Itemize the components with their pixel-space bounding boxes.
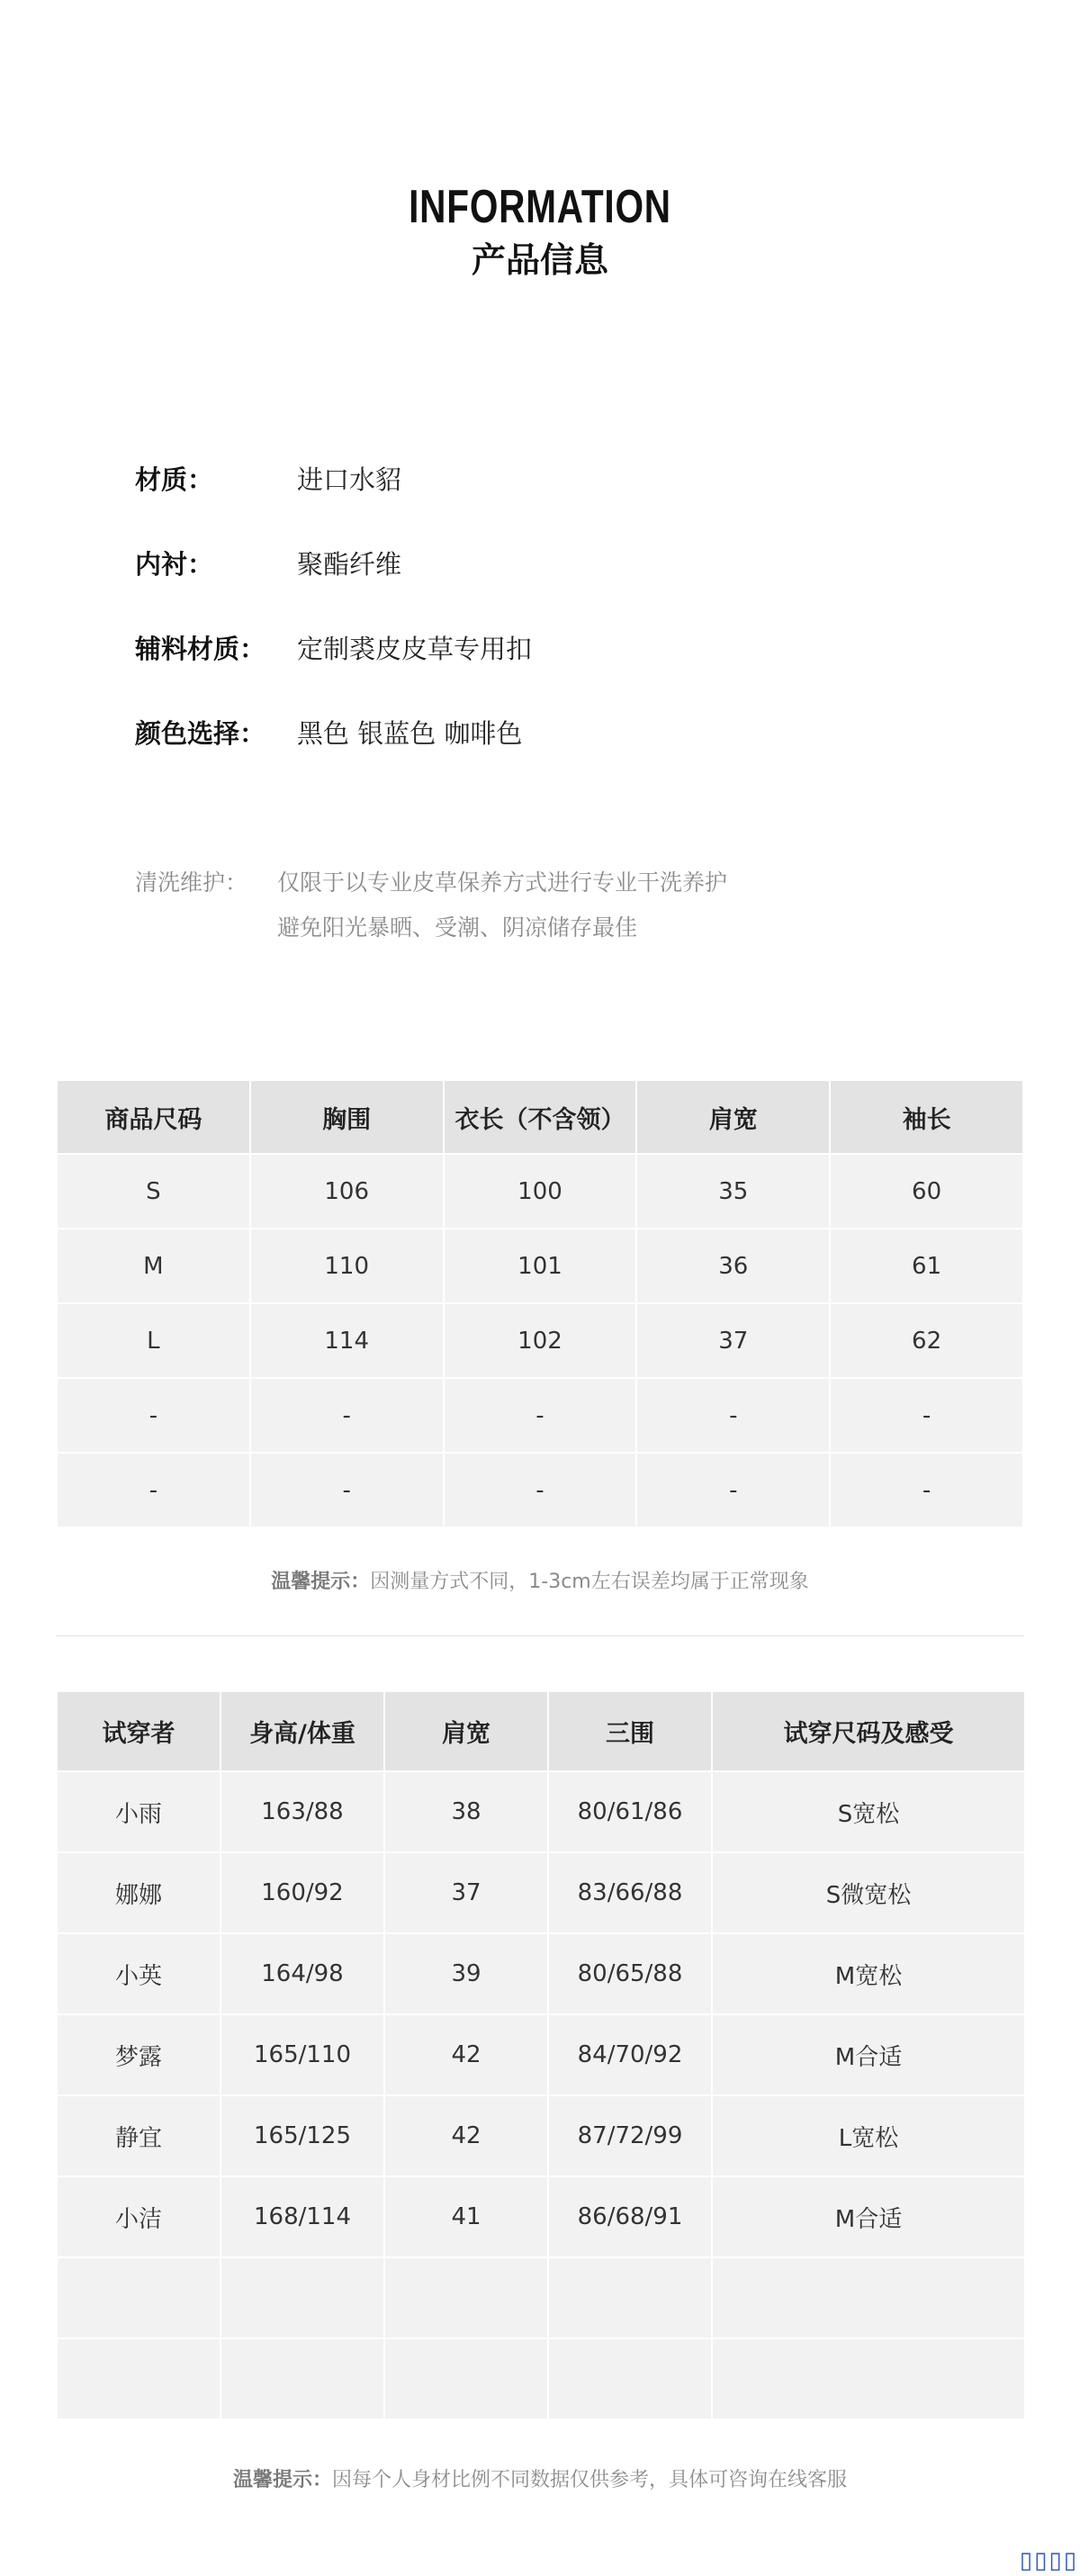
table-cell: - [57, 1378, 250, 1453]
table-row [57, 1453, 1023, 1527]
table-row [57, 1303, 1023, 1378]
table-cell: 61 [830, 1229, 1023, 1303]
table-cell: - [830, 1378, 1023, 1453]
tip-label: 温馨提示： [271, 1571, 371, 1593]
table-cell: M合适 [712, 2014, 1025, 2095]
table-row [57, 1771, 1025, 1852]
table-cell: 42 [384, 2014, 548, 2095]
header-cell: 试穿尺码及感受 [712, 1691, 1025, 1771]
table-cell: 101 [444, 1229, 637, 1303]
fit-tip [0, 2464, 1080, 2492]
header-cell: 商品尺码 [57, 1080, 250, 1154]
table-cell [712, 2257, 1025, 2338]
care-line: 仅限于以专业皮草保养方式进行专业干洗养护 [277, 869, 728, 896]
tip-label: 温馨提示： [232, 2469, 332, 2491]
table-cell: - [57, 1453, 250, 1527]
table-cell: - [444, 1453, 637, 1527]
table-cell: 39 [384, 1933, 548, 2014]
table-cell: S宽松 [712, 1771, 1025, 1852]
info-value: 定制裘皮皮草专用扣 [297, 633, 533, 664]
table-row [57, 2176, 1025, 2257]
info-label: 材质： [135, 464, 214, 495]
table-cell: 165/110 [220, 2014, 384, 2095]
table-cell [384, 2257, 548, 2338]
table-cell: 165/125 [220, 2095, 384, 2176]
header-cell: 身高/体重 [220, 1691, 384, 1771]
info-value: 聚酯纤维 [297, 548, 402, 580]
header-cell: 衣长（不含领） [444, 1080, 637, 1154]
table-cell: 娜娜 [57, 1852, 220, 1933]
table-cell: 163/88 [220, 1771, 384, 1852]
table-row [57, 1154, 1023, 1229]
table-cell: 110 [250, 1229, 444, 1303]
table-cell: 38 [384, 1771, 548, 1852]
table-cell: - [250, 1453, 444, 1527]
table-cell: 小雨 [57, 1771, 220, 1852]
table-cell: - [636, 1378, 830, 1453]
table-cell: S微宽松 [712, 1852, 1025, 1933]
table-cell: 80/65/88 [548, 1933, 712, 2014]
info-label: 颜色选择： [135, 717, 266, 749]
table-cell [57, 2338, 220, 2419]
header-cell: 肩宽 [384, 1691, 548, 1771]
header-cell: 三围 [548, 1691, 712, 1771]
table-cell: 36 [636, 1229, 830, 1303]
divider [56, 1635, 1024, 1636]
info-value: 进口水貂 [297, 464, 402, 495]
table-row [57, 1229, 1023, 1303]
table-cell: 160/92 [220, 1852, 384, 1933]
size-tip [0, 1566, 1080, 1594]
table-cell: L宽松 [712, 2095, 1025, 2176]
table-cell: M合适 [712, 2176, 1025, 2257]
table-cell [712, 2338, 1025, 2419]
info-row-accessory [135, 605, 532, 689]
table-cell: 168/114 [220, 2176, 384, 2257]
page-header [0, 180, 1080, 283]
product-info [135, 436, 532, 774]
table-cell: 梦露 [57, 2014, 220, 2095]
table-cell [220, 2257, 384, 2338]
care-label: 清洗维护： [135, 869, 248, 896]
table-cell: 84/70/92 [548, 2014, 712, 2095]
table-cell: 37 [384, 1852, 548, 1933]
table-row [57, 1378, 1023, 1453]
header-cell: 试穿者 [57, 1691, 220, 1771]
table-cell: M宽松 [712, 1933, 1025, 2014]
table-cell: - [250, 1378, 444, 1453]
table-row [57, 1933, 1025, 2014]
table-row [57, 2095, 1025, 2176]
info-row-lining [135, 520, 532, 605]
info-label: 辅料材质： [135, 633, 266, 664]
header-cell: 胸围 [250, 1080, 444, 1154]
table-cell: 35 [636, 1154, 830, 1229]
table-cell: 106 [250, 1154, 444, 1229]
table-cell: 83/66/88 [548, 1852, 712, 1933]
fit-table [56, 1690, 1026, 2420]
table-cell [57, 2257, 220, 2338]
table-cell: 62 [830, 1303, 1023, 1378]
table-cell: - [636, 1453, 830, 1527]
table-row [57, 2257, 1025, 2338]
table-cell: 小英 [57, 1933, 220, 2014]
table-header-row [57, 1080, 1023, 1154]
table-cell: L [57, 1303, 250, 1378]
table-cell: 37 [636, 1303, 830, 1378]
title-en: INFORMATION [409, 181, 671, 233]
info-label: 内衬： [135, 548, 214, 580]
info-row-material [135, 436, 532, 520]
corner-glyphs: ▯▯▯▯ [1019, 2547, 1078, 2574]
table-row [57, 1852, 1025, 1933]
table-cell: - [444, 1378, 637, 1453]
table-cell: 164/98 [220, 1933, 384, 2014]
header-cell: 肩宽 [636, 1080, 830, 1154]
table-cell: 114 [250, 1303, 444, 1378]
table-cell: - [830, 1453, 1023, 1527]
table-cell: 小洁 [57, 2176, 220, 2257]
tip-text: 因测量方式不同，1-3cm左右误差均属于正常现象 [370, 1571, 809, 1593]
table-cell: 80/61/86 [548, 1771, 712, 1852]
tip-text: 因每个人身材比例不同数据仅供参考，具体可咨询在线客服 [332, 2469, 848, 2491]
title-cn: 产品信息 [471, 240, 608, 280]
table-cell [384, 2338, 548, 2419]
table-row [57, 2338, 1025, 2419]
table-header-row [57, 1691, 1025, 1771]
table-cell [548, 2257, 712, 2338]
table-cell: 86/68/91 [548, 2176, 712, 2257]
table-cell: 60 [830, 1154, 1023, 1229]
info-value: 黑色 银蓝色 咖啡色 [297, 717, 523, 749]
header-cell: 袖长 [830, 1080, 1023, 1154]
table-cell: M [57, 1229, 250, 1303]
table-cell: 102 [444, 1303, 637, 1378]
table-cell: 42 [384, 2095, 548, 2176]
table-cell [220, 2338, 384, 2419]
table-cell [548, 2338, 712, 2419]
table-cell: 87/72/99 [548, 2095, 712, 2176]
care-line: 避免阳光暴晒、受潮、阴凉储存最佳 [277, 914, 638, 941]
table-cell: 100 [444, 1154, 637, 1229]
table-cell: 41 [384, 2176, 548, 2257]
table-row [57, 2014, 1025, 2095]
size-table [56, 1079, 1024, 1528]
table-cell: S [57, 1154, 250, 1229]
table-cell: 静宜 [57, 2095, 220, 2176]
info-row-colors [135, 689, 532, 774]
